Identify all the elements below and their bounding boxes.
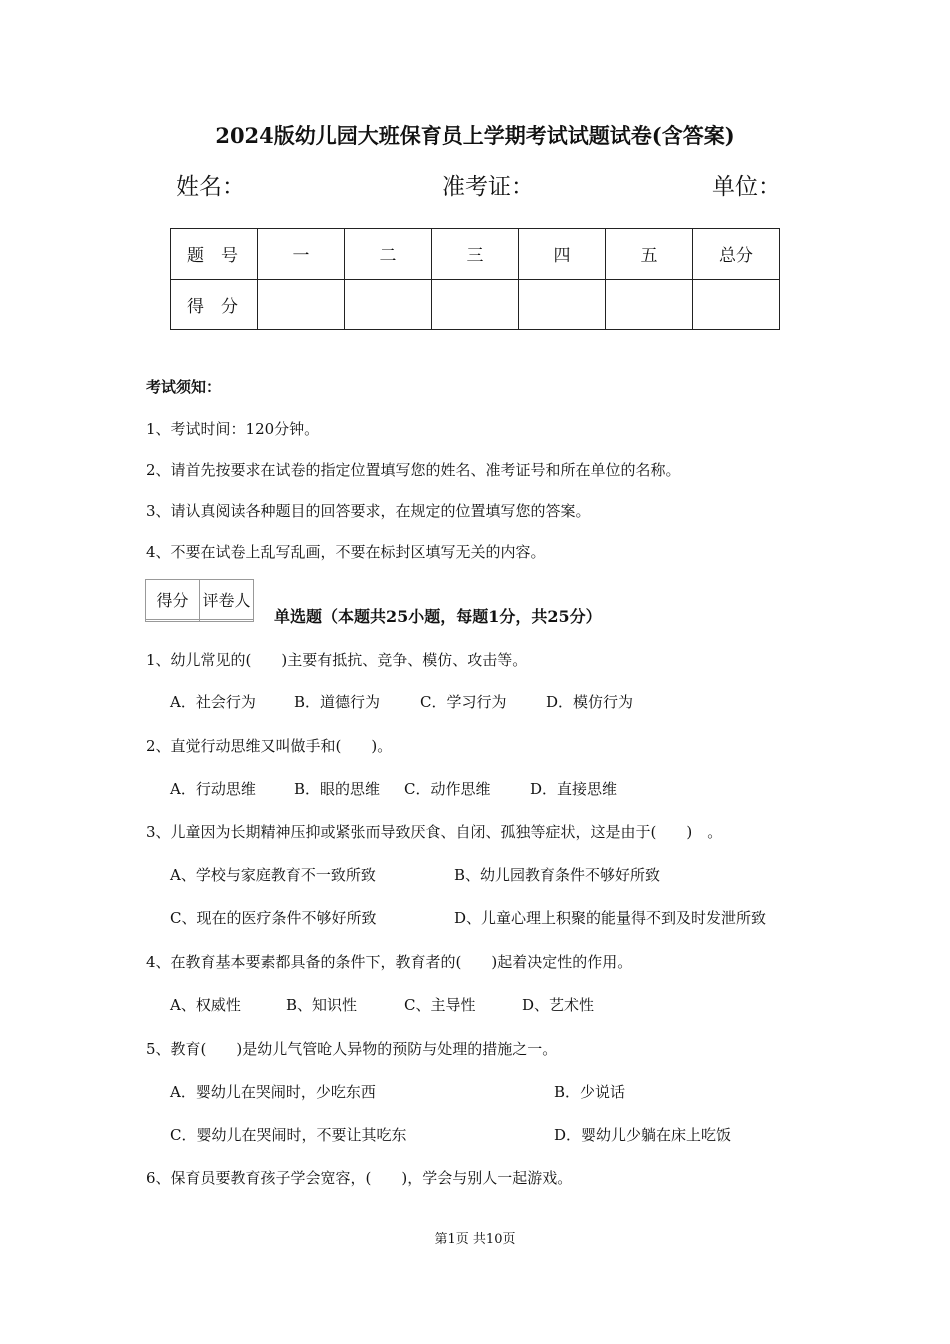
question-option: D、艺术性 <box>522 996 595 1014</box>
question-option: D．直接思维 <box>530 780 618 798</box>
question-option: C．动作思维 <box>404 780 491 798</box>
score-cell <box>345 279 432 330</box>
score-header-cell: 二 <box>345 229 432 280</box>
question-stem: 4、在教育基本要素都具备的条件下，教育者的( )起着决定性的作用。 <box>146 953 633 971</box>
score-cell <box>606 279 693 330</box>
unit-label: 单位： <box>712 174 781 200</box>
notice-item: 4、不要在试卷上乱写乱画，不要在标封区填写无关的内容。 <box>146 543 546 561</box>
question-stem: 5、教育( )是幼儿气管呛人异物的预防与处理的措施之一。 <box>146 1040 558 1058</box>
score-cell <box>519 279 606 330</box>
question-option: B．道德行为 <box>294 693 381 711</box>
score-table-header-row <box>171 229 780 280</box>
section-title: 单选题（本题共25小题，每题1分，共25分） <box>274 607 602 626</box>
question-stem: 6、保育员要教育孩子学会宽容，( )，学会与别人一起游戏。 <box>146 1169 573 1187</box>
question-option: A．行动思维 <box>170 780 256 798</box>
score-cell <box>258 279 345 330</box>
score-header-cell: 总分 <box>693 229 780 280</box>
score-row-label: 得 分 <box>171 279 258 330</box>
notice-heading: 考试须知： <box>146 378 222 396</box>
page-footer: 第1页 共10页 <box>434 1232 516 1247</box>
question-option: C．学习行为 <box>420 693 507 711</box>
question-option: D．婴幼儿少躺在床上吃饭 <box>554 1126 732 1144</box>
name-label: 姓名： <box>176 174 245 200</box>
question-option: B、知识性 <box>286 996 358 1014</box>
question-option: D、儿童心理上积聚的能量得不到及时发泄所致 <box>454 909 767 927</box>
grader-name-label: 评卷人 <box>200 580 254 620</box>
question-stem: 3、儿童因为长期精神压抑或紧张而导致厌食、自闭、孤独等症状，这是由于( ) 。 <box>146 823 723 841</box>
question-option: C．婴幼儿在哭闹时，不要让其吃东 <box>170 1126 407 1144</box>
question-option: D．模仿行为 <box>546 693 634 711</box>
grader-score-cell <box>146 620 200 622</box>
grader-box <box>145 579 254 622</box>
grader-name-cell <box>200 620 254 622</box>
score-header-cell: 五 <box>606 229 693 280</box>
question-option: A．婴幼儿在哭闹时，少吃东西 <box>170 1083 376 1101</box>
question-option: B．眼的思维 <box>294 780 381 798</box>
score-header-cell: 题 号 <box>171 229 258 280</box>
question-option: C、现在的医疗条件不够好所致 <box>170 909 377 927</box>
question-option: B、幼儿园教育条件不够好所致 <box>454 866 661 884</box>
score-cell <box>693 279 780 330</box>
question-stem: 2、直觉行动思维又叫做手和( )。 <box>146 737 393 755</box>
exam-number-label: 准考证： <box>442 174 534 200</box>
question-option: C、主导性 <box>404 996 476 1014</box>
score-table <box>170 228 780 330</box>
question-option: A、权威性 <box>170 996 241 1014</box>
page-title: 2024版幼儿园大班保育员上学期考试试题试卷(含答案) <box>215 123 735 148</box>
score-table-score-row <box>171 279 780 330</box>
notice-item: 3、请认真阅读各种题目的回答要求，在规定的位置填写您的答案。 <box>146 502 591 520</box>
question-option: A．社会行为 <box>170 693 256 711</box>
question-option: B．少说话 <box>554 1083 626 1101</box>
score-cell <box>432 279 519 330</box>
score-header-cell: 三 <box>432 229 519 280</box>
notice-item: 2、请首先按要求在试卷的指定位置填写您的姓名、准考证号和所在单位的名称。 <box>146 461 681 479</box>
score-header-cell: 四 <box>519 229 606 280</box>
notice-item: 1、考试时间：120分钟。 <box>146 420 320 438</box>
score-header-cell: 一 <box>258 229 345 280</box>
grader-score-label: 得分 <box>146 580 200 620</box>
question-option: A、学校与家庭教育不一致所致 <box>170 866 376 884</box>
question-stem: 1、幼儿常见的( )主要有抵抗、竞争、模仿、攻击等。 <box>146 651 528 669</box>
